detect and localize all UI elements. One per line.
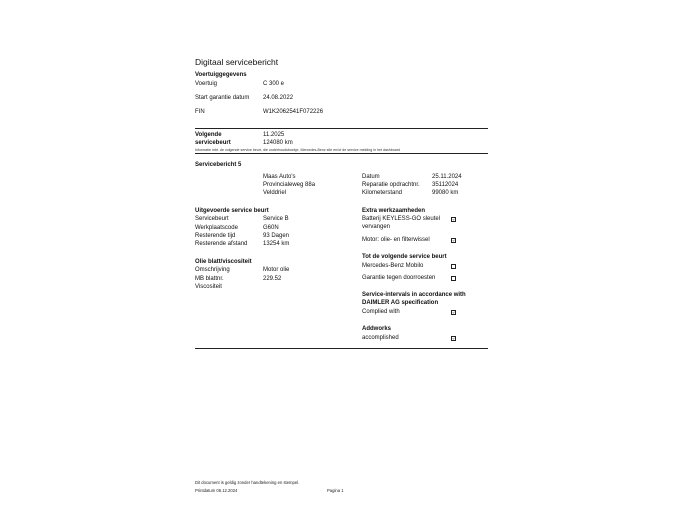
- oil-desc-value: Motor olie: [263, 267, 290, 273]
- dealer-city: Velddriel: [263, 190, 287, 196]
- order-label: Reparatie opdrachtnr.: [362, 182, 420, 188]
- footer-validity: Dit document is geldig zonder handtekening en stempel.: [195, 480, 300, 485]
- check-icon: [452, 337, 455, 340]
- fin-label: FIN: [195, 109, 205, 115]
- performed-heading: Uitgevoerde service beurt: [195, 208, 269, 214]
- warranty-value: 24.08.2022: [263, 95, 294, 101]
- fin-value: W1K2062541F072226: [263, 109, 324, 115]
- divider-bottom: [195, 348, 488, 349]
- extra-item-2-checkbox[interactable]: [451, 238, 456, 243]
- intervals-item-1: Complied with: [362, 309, 400, 315]
- next-service-label-1: Volgende: [195, 132, 222, 138]
- odometer-value: 99080 km: [432, 190, 459, 196]
- addworks-item-1-checkbox[interactable]: [451, 336, 456, 341]
- intervals-heading-1: Service-intervals in accordance with: [362, 292, 466, 298]
- date-label: Datum: [362, 174, 380, 180]
- code-value: G60N: [263, 225, 279, 231]
- remaining-dist-value: 13254 km: [263, 241, 290, 247]
- vehicle-value: C 300 e: [263, 81, 285, 87]
- service-label: Servicebeurt: [195, 216, 229, 222]
- extra-heading: Extra werkzaamheden: [362, 208, 426, 214]
- dealer-name: Maas Auto's: [263, 174, 296, 180]
- remaining-dist-label: Resterende afstand: [195, 241, 248, 247]
- odometer-label: Kilometerstand: [362, 190, 403, 196]
- vehicle-heading: Voertuiggegevens: [195, 72, 247, 78]
- code-label: Werkplaatscode: [195, 225, 238, 231]
- until-next-item-1-checkbox[interactable]: [451, 264, 456, 269]
- extra-item-2: Motor: olie- en filterwissel: [362, 237, 430, 243]
- oil-viscosity-label: Viscositeit: [195, 284, 222, 290]
- oil-sheet-label: MB blattnr.: [195, 276, 224, 282]
- service-value: Service B: [263, 216, 289, 222]
- check-icon: [452, 311, 455, 314]
- extra-item-1-line-1: Batterij KEYLESS-GO sleutel: [362, 216, 441, 222]
- oil-heading: Olie blatt/viscositeit: [195, 259, 252, 265]
- next-service-label-2: servicebeurt: [195, 140, 231, 146]
- extra-item-1-line-2: vervangen: [362, 224, 391, 230]
- footer-print-date: Printdatum 06.12.2024: [195, 488, 238, 493]
- oil-sheet-value: 229.52: [263, 276, 282, 282]
- intervals-item-1-checkbox[interactable]: [451, 310, 456, 315]
- order-value: 35112024: [432, 182, 459, 188]
- next-service-km: 124080 km: [263, 140, 293, 146]
- report-heading: Servicebericht 5: [195, 162, 242, 168]
- divider-middle: [195, 153, 488, 154]
- until-next-item-2-checkbox[interactable]: [451, 276, 456, 281]
- vehicle-label: Voertuig: [195, 81, 218, 87]
- until-next-item-1: Mercedes-Benz Mobilo: [362, 263, 424, 269]
- oil-desc-label: Omschrijving: [195, 267, 230, 273]
- warranty-label: Start garantie datum: [195, 95, 250, 101]
- addworks-item-1: accomplished: [362, 335, 399, 341]
- check-icon: [452, 239, 455, 242]
- until-next-item-2: Garantie tegen doorroesten: [362, 275, 436, 281]
- extra-item-1-checkbox[interactable]: [451, 217, 456, 222]
- date-value: 25.11.2024: [432, 174, 462, 180]
- footer-page: Pagina 1: [327, 488, 344, 493]
- check-icon: [452, 218, 455, 221]
- dealer-street: Provincialeweg 88a: [263, 182, 316, 188]
- next-service-date: 11.2025: [263, 132, 285, 138]
- remaining-time-label: Resterende tijd: [195, 233, 236, 239]
- next-service-note: Informatie mbt. de volgende service beurt, die onderhoudsboekje, Mercedes-Benz site en/of de service melding in het dashboard: [195, 148, 400, 152]
- intervals-heading-2: DAIMLER AG specification: [362, 300, 439, 306]
- addworks-heading: Addworks: [362, 326, 392, 332]
- remaining-time-value: 93 Dagen: [263, 233, 290, 239]
- until-next-heading: Tot de volgende service beurt: [362, 254, 447, 260]
- page-title: Digitaal servicebericht: [195, 57, 279, 67]
- divider-top: [195, 128, 488, 129]
